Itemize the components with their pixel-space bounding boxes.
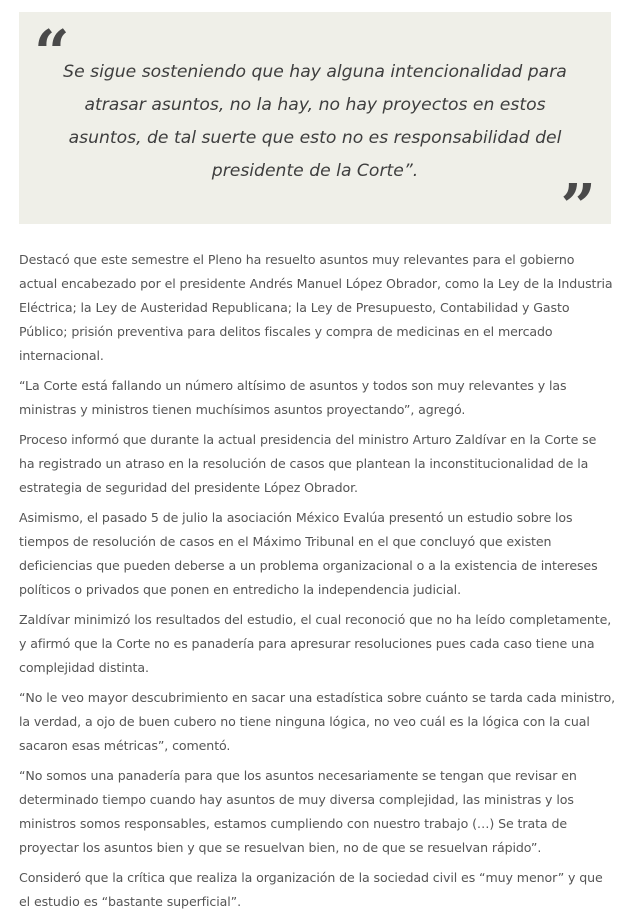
article-body xyxy=(19,248,615,920)
paragraph: “No somos una panadería para que los asuntos necesariamente se tengan que revisar en determinado tiempo cuando hay asuntos de muy diversa complejidad, las ministras y los ministros somos responsables, estamos cumpliendo con nuestro trabajo (…) Se trata de proyectar los asuntos bien y que se resuelvan bien, no de que se resuelvan rápido”. xyxy=(19,768,577,855)
paragraph: Proceso informó que durante la actual presidencia del ministro Arturo Zaldívar en la Corte se ha registrado un atraso en la resolución de casos que plantean la inconstitucionalidad de la estrategia de seguridad del presidente López Obrador. xyxy=(19,432,597,495)
quote-text: Se sigue sosteniendo que hay alguna intencionalidad para atrasar asuntos, no la hay, no hay proyectos en estos asuntos, de tal suerte que esto no es responsabilidad del presidente de la Corte”. xyxy=(63,62,567,181)
paragraph: “No le veo mayor descubrimiento en sacar una estadística sobre cuánto se tarda cada ministro, la verdad, a ojo de buen cubero no tiene ninguna lógica, no veo cuál es la lógica con la cual sacaron esas métricas”, comentó. xyxy=(19,690,615,753)
blockquote xyxy=(19,12,611,243)
paragraph: Zaldívar minimizó los resultados del estudio, el cual reconoció que no ha leído completamente, y afirmó que la Corte no es panadería para apresurar resoluciones pues cada caso tiene una complejidad distinta. xyxy=(19,612,612,675)
paragraph: “La Corte está fallando un número altísimo de asuntos y todos son muy relevantes y las ministras y ministros tienen muchísimos asuntos proyectando”, agregó. xyxy=(19,378,567,417)
open-quote-icon: “ xyxy=(34,16,70,89)
close-quote-icon: ” xyxy=(560,170,596,243)
paragraph: Consideró que la crítica que realiza la organización de la sociedad civil es “muy menor” y que el estudio es “bastante superficial”. xyxy=(19,870,603,909)
paragraph: Destacó que este semestre el Pleno ha resuelto asuntos muy relevantes para el gobierno actual encabezado por el presidente Andrés Manuel López Obrador, como la Ley de la Industria Eléctrica; la Ley de Austeridad Republicana; la Ley de Presupuesto, Contabilidad y Gasto Público; prisión preventiva para delitos fiscales y compra de medicinas en el mercado internacional. xyxy=(19,252,613,363)
paragraph: Asimismo, el pasado 5 de julio la asociación México Evalúa presentó un estudio sobre los tiempos de resolución de casos en el Máximo Tribunal en el que concluyó que existen deficiencias que pueden deberse a un problema organizacional o a la existencia de intereses políticos o privados que ponen en entredicho la independencia judicial. xyxy=(19,510,598,597)
